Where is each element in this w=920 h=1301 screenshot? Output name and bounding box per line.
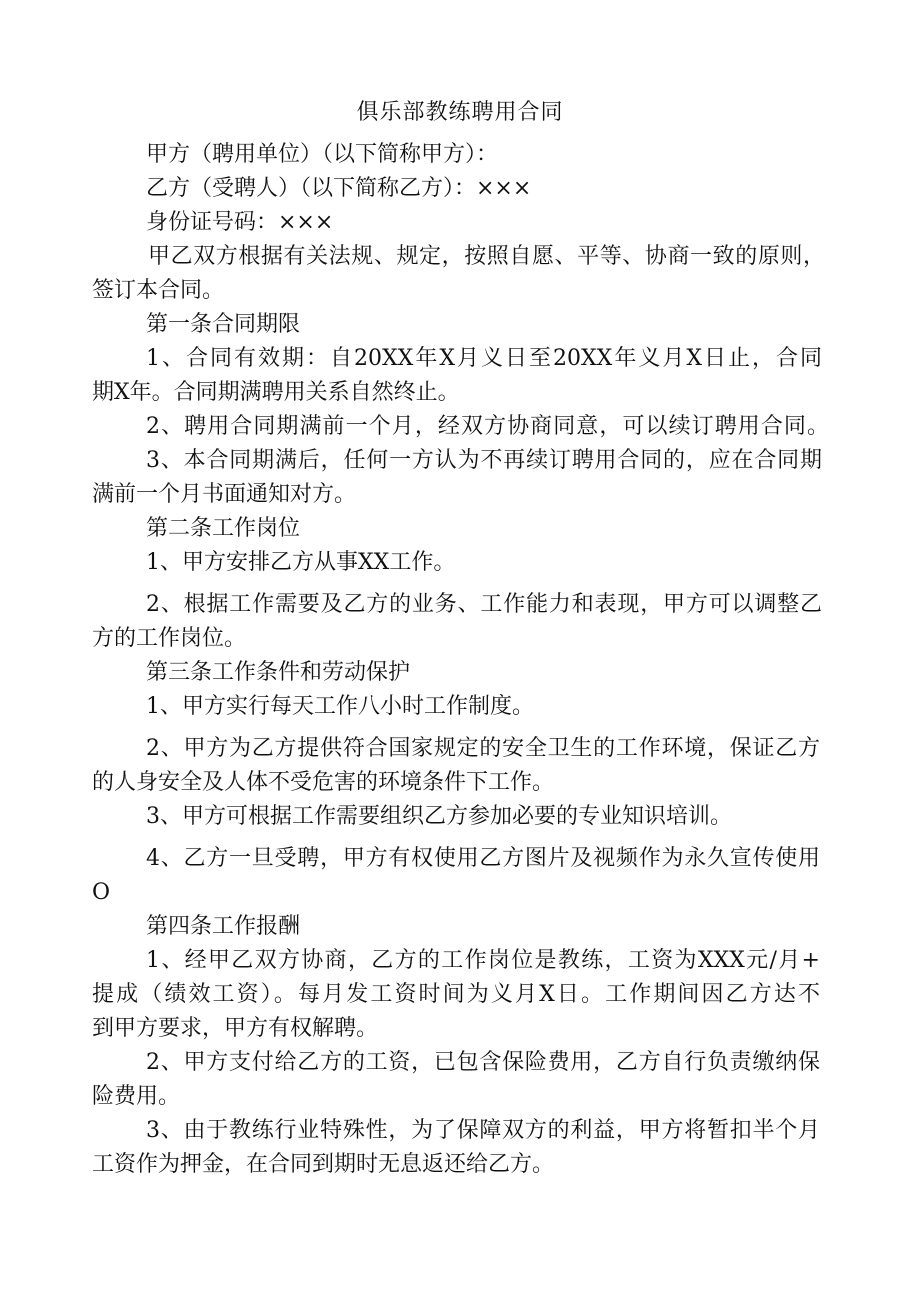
article-3-clause-2-line-2: 的人身安全及人体不受危害的环境条件下工作。: [92, 770, 555, 795]
article-4-clause-2-line-1: 2、甲方支付给乙方的工资，已包含保险费用，乙方自行负责缴纳保: [146, 1050, 820, 1075]
article-1-heading: 第一条合同期限: [146, 312, 301, 337]
document-title: 俱乐部教练聘用合同: [356, 100, 564, 125]
article-4-clause-2-line-2: 险费用。: [92, 1084, 181, 1109]
article-4-clause-1-line-2: 提成（绩效工资）。每月发工资时间为义月X日。工作期间因乙方达不: [92, 982, 820, 1007]
article-4-heading: 第四条工作报酬: [146, 914, 301, 939]
article-2-clause-2-line-1: 2、根据工作需要及乙方的业务、工作能力和表现，甲方可以调整乙: [146, 592, 822, 617]
article-2-clause-1: 1、甲方安排乙方从事XX工作。: [146, 550, 456, 575]
article-4-clause-3-line-1: 3、由于教练行业特殊性，为了保障双方的利益，甲方将暂扣半个月: [146, 1118, 820, 1143]
article-3-clause-1: 1、甲方实行每天工作八小时工作制度。: [146, 694, 534, 719]
article-3-clause-4-line-1: 4、乙方一旦受聘，甲方有权使用乙方图片及视频作为永久宣传使用: [146, 846, 820, 871]
preamble-line-1: 甲乙双方根据有关法规、规定，按照自愿、平等、协商一致的原则，: [148, 244, 825, 269]
article-3-clause-3: 3、甲方可根据工作需要组织乙方参加必要的专业知识培训。: [146, 804, 732, 829]
party-a-line: 甲方（聘用单位）（以下简称甲方）：: [146, 142, 499, 167]
article-3-clause-4-line-2: O: [92, 880, 111, 905]
article-3-clause-2-line-1: 2、甲方为乙方提供符合国家规定的安全卫生的工作环境，保证乙方: [146, 736, 820, 761]
article-4-clause-1-line-3: 到甲方要求，甲方有权解聘。: [92, 1016, 379, 1041]
article-1-clause-3-line-1: 3、本合同期满后，任何一方认为不再续订聘用合同的，应在合同期: [146, 448, 822, 473]
id-number-line: 身份证号码：×××: [146, 210, 334, 235]
article-2-clause-2-line-2: 方的工作岗位。: [92, 626, 247, 651]
article-2-heading: 第二条工作岗位: [146, 516, 301, 541]
article-4-clause-1-line-1: 1、经甲乙双方协商，乙方的工作岗位是教练，工资为XXX元/月+: [146, 948, 820, 973]
article-1-clause-1-line-1: 1、合同有效期：自20XX年X月义日至20XX年义月X日止，合同: [146, 346, 822, 371]
article-1-clause-2: 2、聘用合同期满前一个月，经双方协商同意，可以续订聘用合同。: [146, 414, 829, 439]
article-1-clause-1-line-2: 期X年。合同期满聘用关系自然终止。: [92, 380, 460, 405]
article-3-heading: 第三条工作条件和劳动保护: [146, 660, 411, 685]
party-b-line: 乙方（受聘人）（以下简称乙方）：×××: [146, 176, 532, 201]
preamble-line-2: 签订本合同。: [92, 278, 225, 303]
article-4-clause-3-line-2: 工资作为押金，在合同到期时无息返还给乙方。: [92, 1152, 555, 1177]
article-1-clause-3-line-2: 满前一个月书面通知对方。: [92, 482, 357, 507]
